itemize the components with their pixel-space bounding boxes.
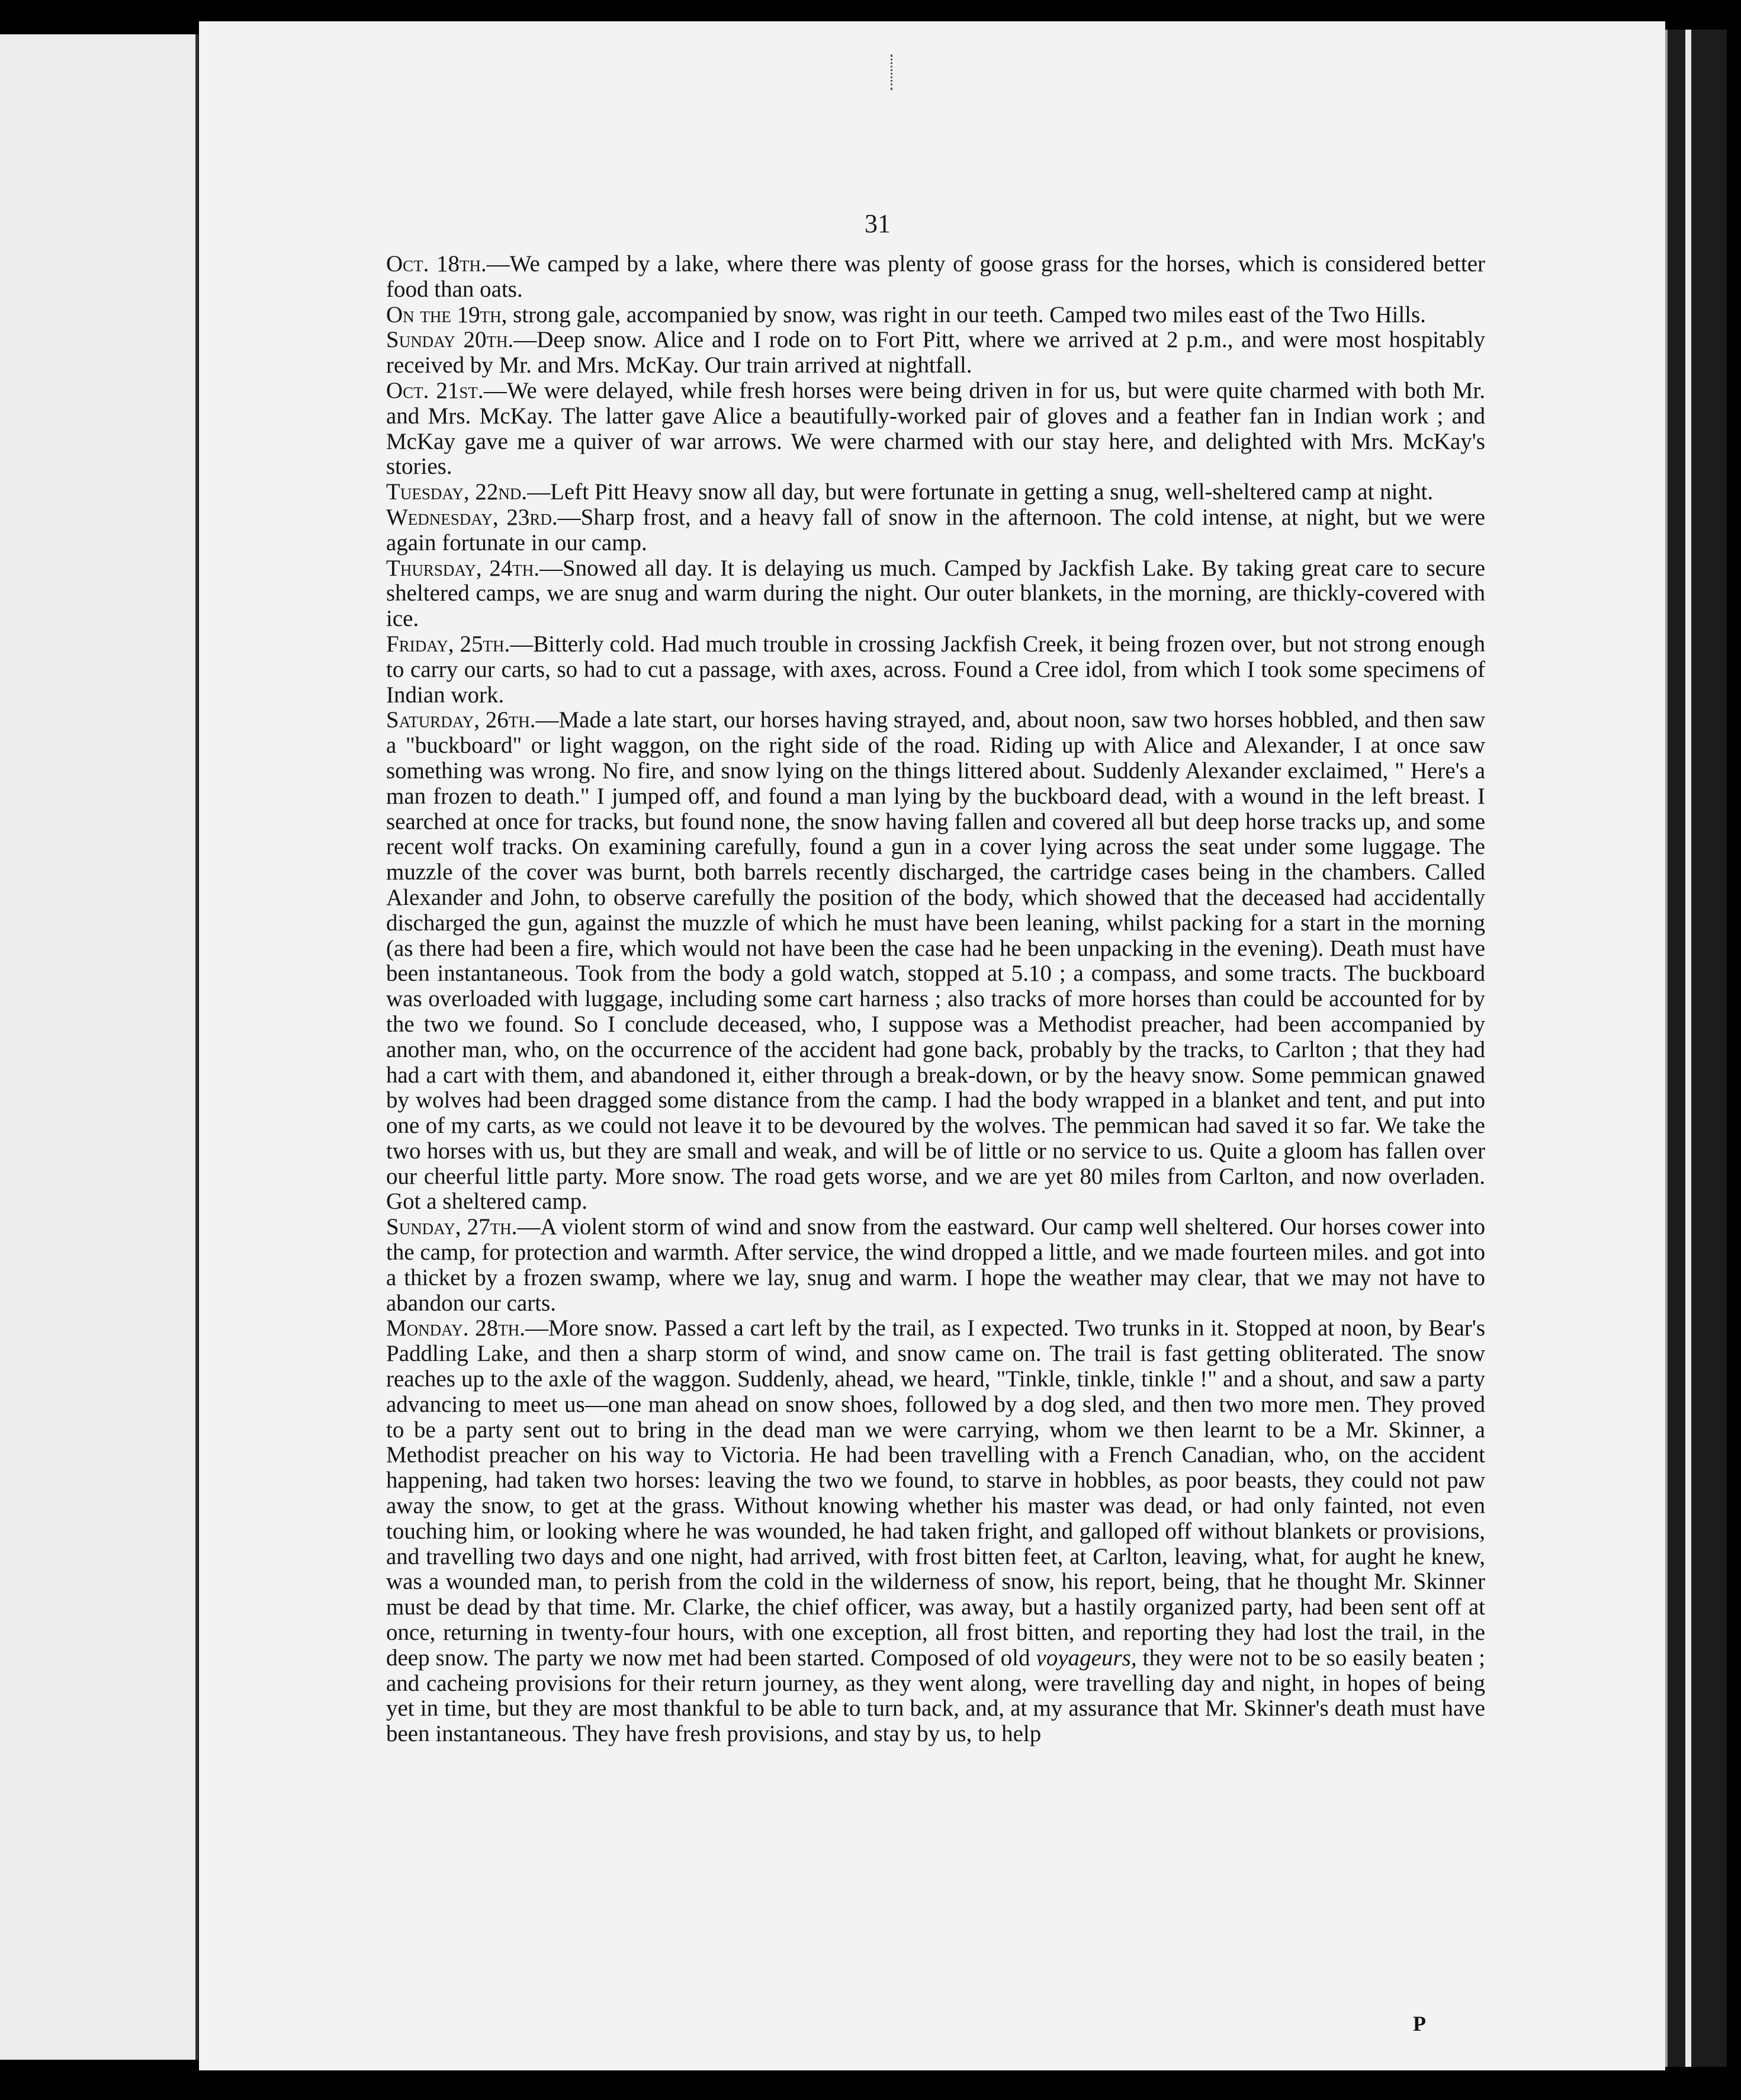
entry-text: —Left Pitt Heavy snow all day, but were fortunate in getting a snug, well-sheltered camp at night. [527,479,1434,505]
entry-oct-21 [386,378,1485,480]
entry-text: —We were delayed, while fresh horses were being driven in for us, but were quite charmed with both Mr. and Mrs. McKay. The latter gave Alice a beautifully-worked pair of gloves and a feather fan in Indian work ; and McKay gave me a quiver of war arrows. We were charmed with our stay here, and delighted with Mrs. McKay's stories. [386,377,1485,480]
entry-label: On the 19th, [386,301,507,327]
entry-oct-22 [386,480,1485,505]
entry-text: —A violent storm of wind and snow from the eastward. Our camp well sheltered. Our horses cower into the camp, for protection and warmth. After service, the wind dropped a little, and we made fourteen miles. and got into a thicket by a frozen swamp, where we lay, snug and warm. I hope the weather may clear, that we may not have to abandon our carts. [386,1214,1485,1316]
entry-italic-word: voyageurs, [1036,1645,1137,1671]
entry-label: Tuesday, 22nd. [386,479,528,505]
entry-text: —Deep snow. Alice and I rode on to Fort Pitt, where we arrived at 2 p.m., and were most hospitably received by Mr. and Mrs. McKay. Our train arrived at nightfall. [386,327,1485,378]
entry-oct-24 [386,556,1485,632]
entry-label: Monday. 28th. [386,1315,525,1341]
entry-text: —Sharp frost, and a heavy fall of snow in the afternoon. The cold intense, at night, but we were again fortunate in our camp. [386,504,1485,555]
entry-text: —Snowed all day. It is delaying us much. Camped by Jackfish Lake. By taking great care to secure sheltered camps, we are snug and warm during the night. Our outer blankets, in the morning, are thickly-covered with ice. [386,555,1485,632]
entry-oct-26 [386,708,1485,1215]
entry-text: —We camped by a lake, where there was plenty of goose grass for the horses, which is considered better food than oats. [386,251,1485,302]
signature-mark: P [1413,2012,1426,2035]
entry-text-continued: they were not to be so easily beaten ; and cacheing provisions for their return journey, as they went along, were travelling day and night, in hopes of being yet in time, but they are most thankful to be able to turn back, and, at my assurance that Mr. Skinner's death must have been instantaneous. They have fresh provisions, and stay by us, to help [386,1645,1486,1747]
binding-mark [891,54,896,90]
entry-label: Friday, 25th. [386,631,510,657]
left-facing-page-edge [0,34,198,2060]
entry-oct-19 [386,303,1485,328]
entry-oct-25 [386,632,1485,708]
entry-oct-18 [386,252,1485,303]
entry-label: Saturday, 26th. [386,707,536,733]
entry-label: Oct. 18th. [386,251,487,277]
body-text [386,252,1485,1747]
entry-label: Oct. 21st. [386,377,484,403]
entry-label: Sunday, 27th. [386,1214,518,1240]
right-page-edge [1665,30,1727,2067]
entry-text: —Made a late start, our horses having strayed, and, about noon, saw two horses hobbled, and then saw a "buckboard" or light waggon, on the right side of the road. Riding up with Alice and Alexander, I at once saw something was wrong. No fire, and snow lying on the things littered about. Suddenly Alexander exclaimed, " Here's a man frozen to death." I jumped off, and found a man lying by the buckboard dead, with a wound in the left breast. I searched at once for tracks, but found none, the snow having fallen and covered all but deep horse tracks up, and some recent wolf tracks. On examining carefully, found a gun in a cover lying across the seat under some luggage. The muzzle of the cover was burnt, both barrels recently discharged, the cartridge cases being in the chambers. Called Alexander and John, to observe carefully the position of the body, which showed that the deceased had accidentally discharged the gun, against the muzzle of which he must have been leaning, whilst packing for a start in the morning (as there had been a fire, which would not have been the case had he been unpacking in the evening). Death must have been instantaneous. Took from the body a gold watch, stopped at 5.10 ; a compass, and some tracts. The buckboard was overloaded with luggage, including some cart harness ; also tracks of more horses than could be accounted for by the two we found. So I conclude deceased, who, I suppose was a Methodist preacher, had been accompanied by another man, who, on the occurrence of the accident had gone back, probably by the tracks, to Carlton ; that they had had a cart with them, and abandoned it, either through a break-down, or by the heavy snow. Some pemmican gnawed by wolves had been dragged some distance from the camp. I had the body wrapped in a blanket and tent, and put into one of my carts, as we could not leave it to be devoured by the wolves. The pemmican had saved it so far. We take the two horses with us, but they are small and weak, and will be of little or no service to us. Quite a gloom has fallen over our cheerful little party. More snow. The road gets worse, and we are yet 80 miles from Carlton, and now overladen. Got a sheltered camp. [386,707,1485,1215]
entry-label: Sunday 20th. [386,327,514,353]
entry-text: —Bitterly cold. Had much trouble in crossing Jackfish Creek, it being frozen over, but not strong enough to carry our carts, so had to cut a passage, with axes, across. Found a Cree idol, from which I took some specimens of Indian work. [386,631,1485,708]
entry-oct-23 [386,505,1485,556]
entry-oct-20 [386,327,1485,378]
entry-text: —More snow. Passed a cart left by the trail, as I expected. Two trunks in it. Stopped at noon, by Bear's Paddling Lake, and then a sharp storm of wind, and snow came on. The trail is fast getting obliterated. The snow reaches up to the axle of the waggon. Suddenly, ahead, we heard, "Tinkle, tinkle, tinkle !" and a shout, and saw a party advancing to meet us—one man ahead on snow shoes, followed by a dog sled, and then two more men. They proved to be a party sent out to bring in the dead man we were carrying, whom we then learnt to be a Mr. Skinner, a Methodist preacher on his way to Victoria. He had been travelling with a French Canadian, who, on the accident happening, had taken two horses: leaving the two we found, to starve in hobbles, as poor beasts, they could not paw away the snow, to get at the grass. Without knowing whether his master was dead, or had only fainted, not even touching him, or looking where he was wounded, he had taken fright, and galloped off without blankets or provisions, and travelling two days and one night, had arrived, with frost bitten feet, at Carlton, leaving, what, for aught he knew, was a wounded man, to perish from the cold in the wilderness of snow, his report, being, that he thought Mr. Skinner must be dead by that time. Mr. Clarke, the chief officer, was away, but a hastily organized party, had been sent off at once, returning in twenty-four hours, with one exception, all frost bitten, and reporting they had lost the trail, in the deep snow. The party we now met had been started. Composed of old [386,1315,1485,1671]
entry-text: strong gale, accompanied by snow, was right in our teeth. Camped two miles east of the Two Hills. [507,301,1426,327]
entry-oct-27 [386,1215,1485,1316]
entry-label: Thursday, 24th. [386,555,539,581]
entry-oct-28 [386,1316,1485,1747]
page-number: 31 [865,209,891,238]
entry-label: Wednesday, 23rd. [386,504,558,530]
